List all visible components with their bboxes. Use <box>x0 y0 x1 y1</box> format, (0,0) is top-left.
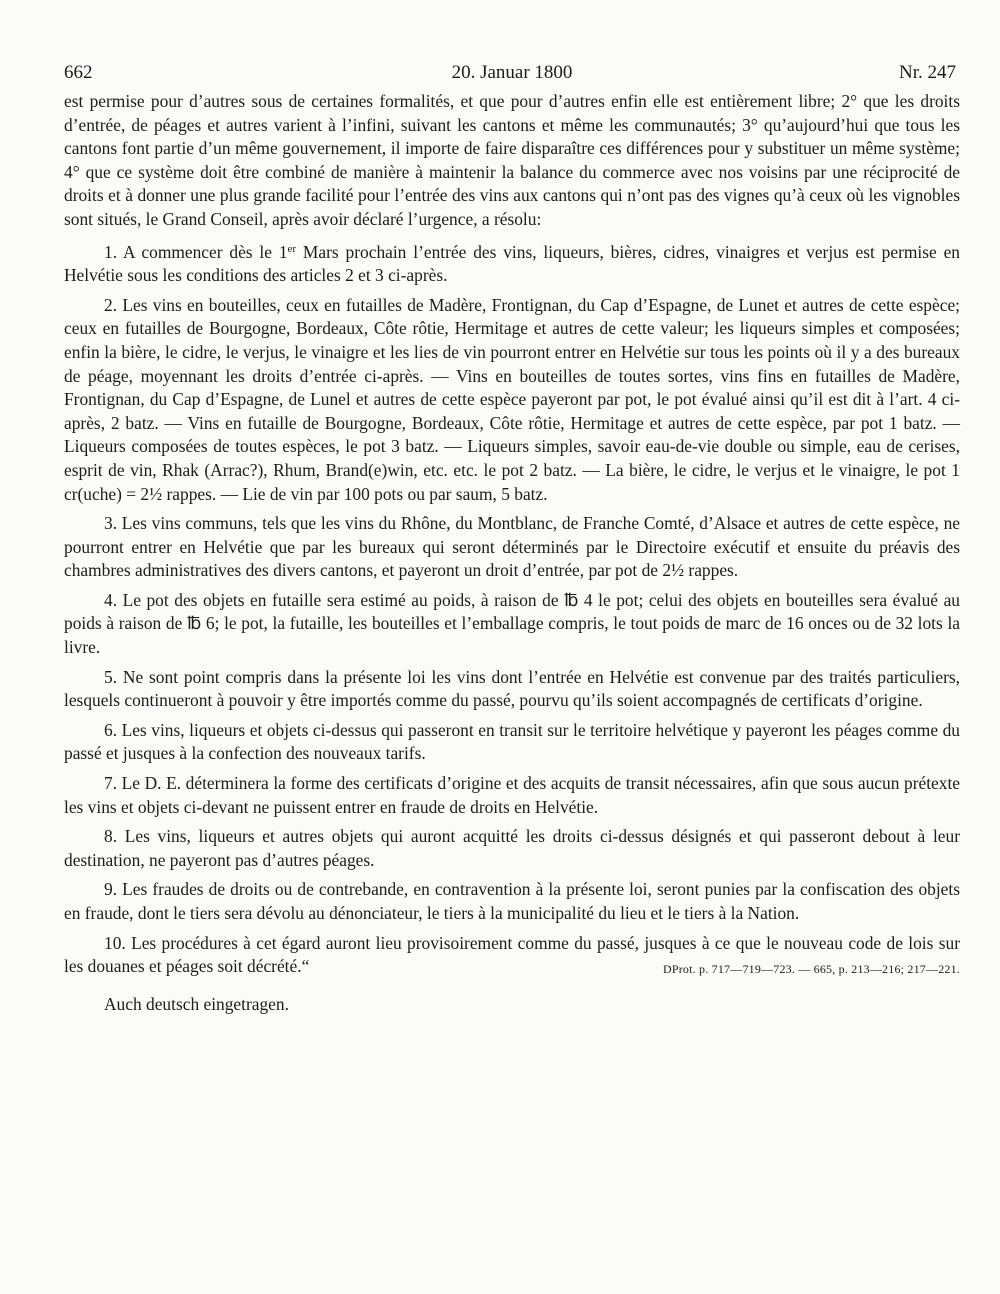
document-page <box>64 58 960 1016</box>
article-1-text-start: 1. A commencer dès le 1 <box>104 241 288 262</box>
protocol-reference: DProt. p. 717—719—723. — 665, p. 213—216; 217—221. <box>662 962 960 977</box>
article-3: 3. Les vins communs, tels que les vins du Rhône, du Montblanc, de Franche Comté, d’Alsace et autres de cette espèce, ne pourront entrer en Helvétie que par les bureaux qui seront déterminés par le Directoire exécutif et ensuite du préavis des chambres administratives des divers cantons, et payeront un droit d’entrée, par pot de 2½ rappes. <box>64 513 960 581</box>
page-number: 662 <box>64 62 93 83</box>
article-1 <box>64 238 960 288</box>
header-date: 20. Januar 1800 <box>451 62 573 83</box>
article-1-superscript: er <box>287 242 297 255</box>
document-number: Nr. 247 <box>899 62 956 83</box>
document-body <box>64 90 960 1016</box>
closing-note: Auch deutsch eingetragen. <box>104 993 289 1014</box>
article-9: 9. Les fraudes de droits ou de contrebande, en contravention à la présente loi, seront punies par la confiscation des objets en fraude, dont le tiers sera dévolu au dénonciateur, le tiers à la municipalité du lieu et le tiers à la Nation. <box>64 879 960 923</box>
article-6: 6. Les vins, liqueurs et objets ci-dessus qui passeront en transit sur le territoire helvétique y payeront les péages comme du passé et jusques à la confection des nouveaux tarifs. <box>64 719 960 764</box>
intro-paragraph: est permise pour d’autres sous de certaines formalités, et que pour d’autres enfin elle est entièrement libre; 2° que les droits d’entrée, de péages et autres varient à l’infini, suivant les cantons et même les communautés; 3° qu’aujourd’hui que tous les cantons font partie d’un même gouvernement, il importe de faire disparaître ces différences pour y substituer un même système; 4° que ce système doit être combiné de manière à maintenir la balance du commerce avec nos voisins par une réciprocité de droits et à donner une plus grande facilité pour l’entrée des vins aux cantons qui n’ont pas des vignes qu’à ceux où les vignobles sont situés, le Grand Conseil, après avoir déclaré l’urgence, a résolu: <box>64 91 960 229</box>
article-7: 7. Le D. E. déterminera la forme des certificats d’origine et des acquits de transit nécessaires, afin que sous aucun prétexte les vins et objets ci-devant ne puissent entrer en fraude de droits en Helvétie. <box>64 773 960 817</box>
article-5: 5. Ne sont point compris dans la présente loi les vins dont l’entrée en Helvétie est convenue par des traités particuliers, lesquels continueront à pouvoir y être importés comme du passé, pourvu qu’ils soient accompagnés de certificats d’origine. <box>64 666 960 711</box>
article-4: 4. Le pot des objets en futaille sera estimé au poids, à raison de ℔ 4 le pot; celui des objets en bouteilles sera évalué au poids à raison de ℔ 6; le pot, la futaille, les bouteilles et l’emballage compris, le tout poids de marc de 16 onces ou de 32 lots la livre. <box>64 589 960 658</box>
article-10-text: 10. Les procédures à cet égard auront lieu provisoirement comme du passé, jusques à ce que le nouveau code de lois sur les douanes et péages soit décrété.“ <box>64 932 960 977</box>
page-header <box>64 58 960 90</box>
article-2: 2. Les vins en bouteilles, ceux en futailles de Madère, Frontignan, du Cap d’Espagne, de Lunet et autres de cette espèce; ceux en futailles de Bourgogne, Bordeaux, Côte rôtie, Hermitage et autres de cette valeur; les liqueurs simples et composées; enfin la bière, le cidre, le verjus, le vinaigre et les lies de vin pourront entrer en Helvétie sur tous les points où il y a des bureaux de péage, moyennant les droits d’entrée ci-après. — Vins en bouteilles de toutes sortes, vins fins en futailles de Madère, Frontignan, du Cap d’Espagne, de Lunel et autres de cette espèce payeront par pot, le pot évalué ainsi qu’il est dit à l’art. 4 ci-après, 2 batz. — Vins en futaille de Bourgogne, Bordeaux, Côte rôtie, Hermitage et autres de cette espèce, par pot 1 batz. — Liqueurs composées de toutes espèces, le pot 3 batz. — Liqueurs simples, savoir eau-de-vie double ou simple, eau de cerises, esprit de vin, Rhak (Arrac?), Rhum, Brand(e)win, etc. etc. le pot 2 batz. — La bière, le cidre, le verjus et le vinaigre, le pot 1 cr(uche) = 2½ rappes. — Lie de vin par 100 pots ou par saum, 5 batz. <box>64 294 960 504</box>
article-1-text-end: Mars prochain l’entrée des vins, liqueurs, bières, cidres, vinaigres et verjus est permise en Helvétie sous les conditions des articles 2 et 3 ci-après. <box>64 241 961 286</box>
article-10 <box>64 932 960 979</box>
article-8: 8. Les vins, liqueurs et autres objets qui auront acquitté les droits ci-dessus désignés et qui passeront debout à leur destination, ne payeront pas d’autres péages. <box>64 826 960 870</box>
